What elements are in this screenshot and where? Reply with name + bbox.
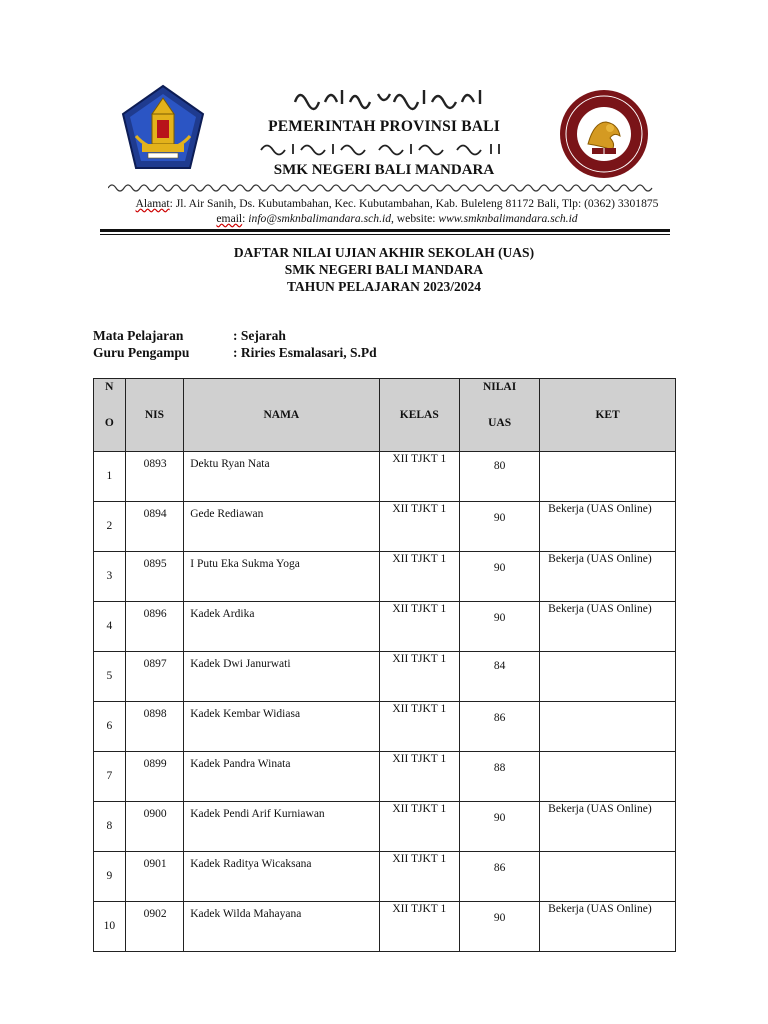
- cell-nis: 0899: [143, 758, 167, 770]
- table-row: [94, 702, 676, 752]
- cell-no: 6: [106, 720, 113, 732]
- cell-ket: Bekerja (UAS Online): [548, 503, 652, 515]
- cell-ket: Bekerja (UAS Online): [548, 603, 652, 615]
- table-row: [94, 502, 676, 552]
- document-title-line-1: DAFTAR NILAI UJIAN AKHIR SEKOLAH (UAS): [233, 245, 535, 260]
- cell-kelas: XII TJKT 1: [392, 653, 447, 665]
- government-name: PEMERINTAH PROVINSI BALI: [268, 118, 500, 135]
- balinese-script-school-icon: [255, 138, 515, 158]
- subject-value: : Sejarah: [233, 328, 286, 343]
- balinese-script-title-icon: [290, 82, 490, 112]
- header-no: [94, 379, 126, 452]
- table-row: [94, 752, 676, 802]
- cell-no: 9: [106, 870, 113, 882]
- letterhead-rule-thick: [100, 229, 670, 232]
- letterhead: [0, 0, 768, 240]
- cell-nilai: 90: [493, 912, 506, 924]
- teacher-label: Guru Pengampu: [93, 345, 190, 360]
- balinese-script-address-icon: [108, 180, 668, 194]
- table-row: [94, 602, 676, 652]
- cell-nis: 0893: [143, 458, 167, 470]
- cell-kelas: XII TJKT 1: [392, 903, 447, 915]
- teacher-value: : Riries Esmalasari, S.Pd: [233, 345, 377, 360]
- cell-no: 10: [103, 920, 116, 932]
- cell-kelas: XII TJKT 1: [392, 603, 447, 615]
- table-row: [94, 452, 676, 502]
- cell-nis: 0901: [143, 858, 167, 870]
- cell-nilai: 90: [493, 812, 506, 824]
- website-label: , website:: [391, 212, 439, 225]
- cell-nilai: 80: [493, 460, 506, 472]
- cell-nis: 0894: [143, 508, 167, 520]
- cell-no: 2: [106, 520, 113, 532]
- cell-kelas: XII TJKT 1: [392, 703, 447, 715]
- cell-nilai: 88: [493, 762, 506, 774]
- header-kelas: KELAS: [379, 379, 460, 452]
- table-row: [94, 802, 676, 852]
- cell-nama: Gede Rediawan: [190, 508, 264, 520]
- header-nilai-bottom: UAS: [488, 417, 512, 429]
- cell-nama: Kadek Pendi Arif Kurniawan: [190, 808, 325, 820]
- cell-kelas: XII TJKT 1: [392, 553, 447, 565]
- cell-nama: Kadek Dwi Janurwati: [190, 658, 291, 670]
- cell-nama: Kadek Kembar Widiasa: [190, 708, 301, 720]
- cell-nis: 0902: [143, 908, 167, 920]
- cell-nis: 0897: [143, 658, 167, 670]
- cell-nis: 0900: [143, 808, 167, 820]
- cell-kelas: XII TJKT 1: [392, 853, 447, 865]
- grades-table: [93, 378, 676, 952]
- cell-nilai: 90: [493, 512, 506, 524]
- email-label: email: [216, 212, 243, 225]
- teacher-line: [93, 345, 377, 361]
- cell-kelas: XII TJKT 1: [392, 503, 447, 515]
- cell-no: 4: [106, 620, 113, 632]
- document-title-line-2: SMK NEGERI BALI MANDARA: [284, 262, 484, 277]
- school-name: SMK NEGERI BALI MANDARA: [273, 162, 495, 178]
- school-address: [112, 197, 682, 210]
- cell-nama: Kadek Pandra Winata: [190, 758, 291, 770]
- table-header-row: [94, 379, 676, 452]
- header-no-top: N: [105, 381, 114, 393]
- cell-nilai: 90: [493, 612, 506, 624]
- cell-nis: 0896: [143, 608, 167, 620]
- cell-nilai: 90: [493, 562, 506, 574]
- document-title-line-3: TAHUN PELAJARAN 2023/2024: [286, 279, 481, 294]
- cell-ket: Bekerja (UAS Online): [548, 553, 652, 565]
- cell-no: 3: [106, 570, 113, 582]
- table-row: [94, 652, 676, 702]
- header-nilai-top: NILAI: [482, 381, 517, 393]
- cell-nilai: 86: [493, 862, 506, 874]
- cell-ket: Bekerja (UAS Online): [548, 803, 652, 815]
- cell-nilai: 84: [493, 660, 506, 672]
- address-text: : Jl. Air Sanih, Ds. Kubutambahan, Kec. Kubutambahan, Kab. Buleleng 81172 Bali, Tlp: (0362) 3301875: [169, 197, 659, 210]
- subject-line: [93, 328, 286, 344]
- cell-nis: 0895: [143, 558, 167, 570]
- table-row: [94, 852, 676, 902]
- school-logo-icon: [558, 88, 650, 180]
- cell-nama: Dektu Ryan Nata: [190, 458, 270, 470]
- cell-kelas: XII TJKT 1: [392, 753, 447, 765]
- address-prefix: Alamat: [135, 197, 170, 210]
- cell-no: 1: [106, 470, 113, 482]
- website-link[interactable]: www.smknbalimandara.sch.id: [438, 212, 578, 225]
- cell-no: 5: [106, 670, 113, 682]
- table-row: [94, 552, 676, 602]
- cell-nilai: 86: [493, 712, 506, 724]
- table-row: [94, 902, 676, 952]
- cell-nama: Kadek Ardika: [190, 608, 255, 620]
- cell-no: 7: [106, 770, 113, 782]
- cell-nis: 0898: [143, 708, 167, 720]
- email-link[interactable]: info@smknbalimandara.sch.id: [248, 212, 391, 225]
- cell-kelas: XII TJKT 1: [392, 803, 447, 815]
- header-nis: NIS: [125, 379, 184, 452]
- cell-kelas: XII TJKT 1: [392, 453, 447, 465]
- cell-nama: I Putu Eka Sukma Yoga: [190, 558, 300, 570]
- header-nilai: [460, 379, 540, 452]
- subject-label: Mata Pelajaran: [93, 328, 184, 343]
- letterhead-rule-thin: [100, 234, 670, 235]
- cell-no: 8: [106, 820, 113, 832]
- cell-nama: Kadek Wilda Mahayana: [190, 908, 302, 920]
- header-no-bottom: O: [104, 417, 114, 429]
- school-contact: email: info@smknbalimandara.sch.id, website: www.smknbalimandara.sch.id: [216, 212, 578, 225]
- cell-ket: Bekerja (UAS Online): [548, 903, 652, 915]
- cell-nama: Kadek Raditya Wicaksana: [190, 858, 312, 870]
- header-nama: NAMA: [184, 379, 379, 452]
- header-ket: KET: [540, 379, 676, 452]
